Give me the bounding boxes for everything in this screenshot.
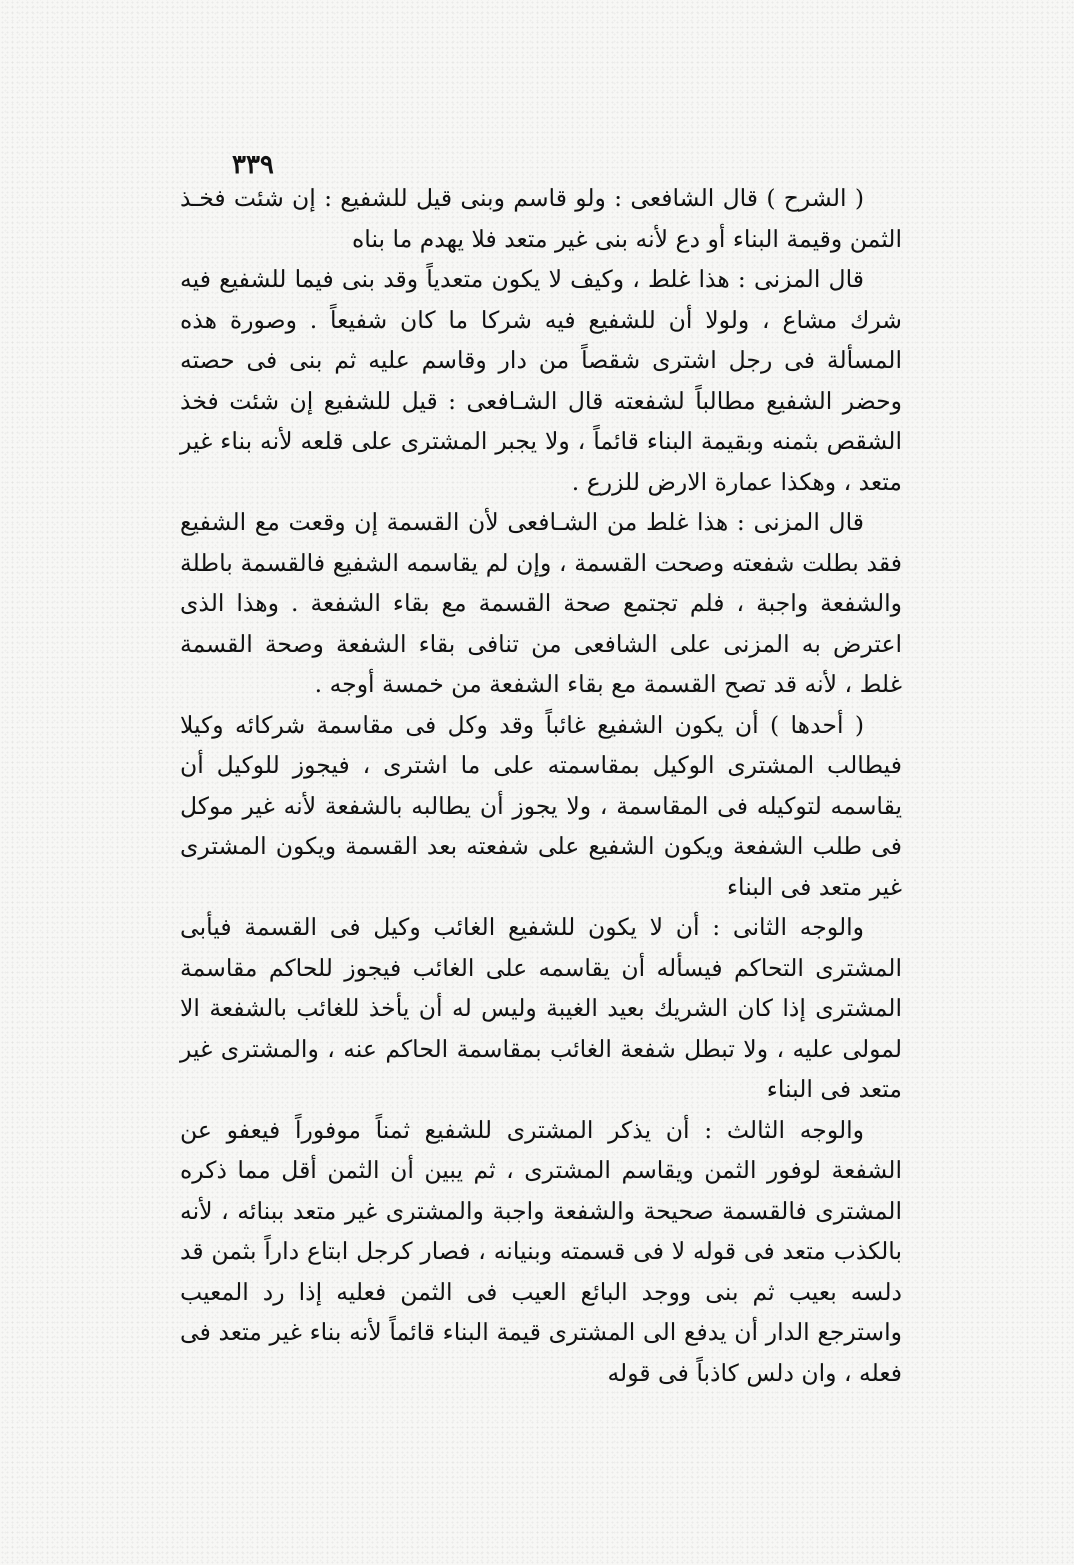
paragraph-muzani-objection-1: قال المزنى : هذا غلط ، وكيف لا يكون متعدياً وقد بنى فيما للشفيع فيه شرك مشاع ، ولولا أن للشفيع فيه شركا ما كان شفيعاً . وصورة هذه المسألة فى رجل اشترى شقصاً من دار وقاسم عليه ثم بنى فى حصته وحضر الشفيع مطالباً لشفعته قال الشـافعى : قيل للشفيع إن شئت فخذ الشقص بثمنه وبقيمة البناء قائماً ، ولا يجبر المشترى على قلعه لأنه بناء غير متعد ، وهكذا عمارة الارض للزرع . xyxy=(180,265,902,496)
body-text xyxy=(180,178,902,1393)
paragraph-third-aspect: والوجه الثالث : أن يذكر المشترى للشفيع ثمناً موفوراً فيعفو عن الشفعة لوفور الثمن ويقاسم المشترى ، ثم يبين أن الثمن أقل مما ذكره المشترى فالقسمة صحيحة والشفعة واجبة والمشترى غير متعد ببنائه ، لأنه بالكذب متعد فى قوله لا فى قسمته وبنيانه ، فصار كرجل ابتاع داراً بثمن قد دلسه بعيب ثم بنى ووجد البائع العيب فى الثمن فعليه إذا رد المعيب واسترجع الدار أن يدفع الى المشترى قيمة البناء قائماً لأنه بناء غير متعد فى فعله ، وان دلس كاذباً فى قوله xyxy=(180,1115,902,1387)
page-number: ٣٣٩ xyxy=(232,150,274,180)
paragraph-commentary-intro: ( الشرح ) قال الشافعى : ولو قاسم وبنى قيل للشفيع : إن شئت فخـذ الثمن وقيمة البناء أو دع لأنه بنى غير متعد فلا يهدم ما بناه xyxy=(180,184,902,253)
paragraph-muzani-objection-2: قال المزنى : هذا غلط من الشـافعى لأن القسمة إن وقعت مع الشفيع فقد بطلت شفعته وصحت القسمة ، وإن لم يقاسمه الشفيع فالقسمة باطلة والشفعة واجبة ، فلم تجتمع صحة القسمة مع بقاء الشفعة . وهذا الذى اعترض به المزنى على الشافعى من تنافى بقاء الشفعة وصحة القسمة غلط ، لأنه قد تصح القسمة مع بقاء الشفعة من خمسة أوجه . xyxy=(180,508,902,698)
paragraph-second-aspect: والوجه الثانى : أن لا يكون للشفيع الغائب وكيل فى القسمة فيأبى المشترى التحاكم فيسأله أن يقاسمه على الغائب فيجوز للحاكم مقاسمة المشترى إذا كان الشريك بعيد الغيبة وليس له أن يأخذ للغائب بالشفعة الا لمولى عليه ، ولا تبطل شفعة الغائب بمقاسمة الحاكم عنه ، والمشترى غير متعد فى البناء xyxy=(180,913,902,1103)
paragraph-first-aspect: ( أحدها ) أن يكون الشفيع غائباً وقد وكل فى مقاسمة شركائه وكيلا فيطالب المشترى الوكيل بمقاسمته على ما اشترى ، فيجوز للوكيل أن يقاسمه لتوكيله فى المقاسمة ، ولا يجوز أن يطالبه بالشفعة لأنه غير موكل فى طلب الشفعة ويكون الشفيع على شفعته بعد القسمة ويكون المشترى غير متعد فى البناء xyxy=(180,710,902,901)
